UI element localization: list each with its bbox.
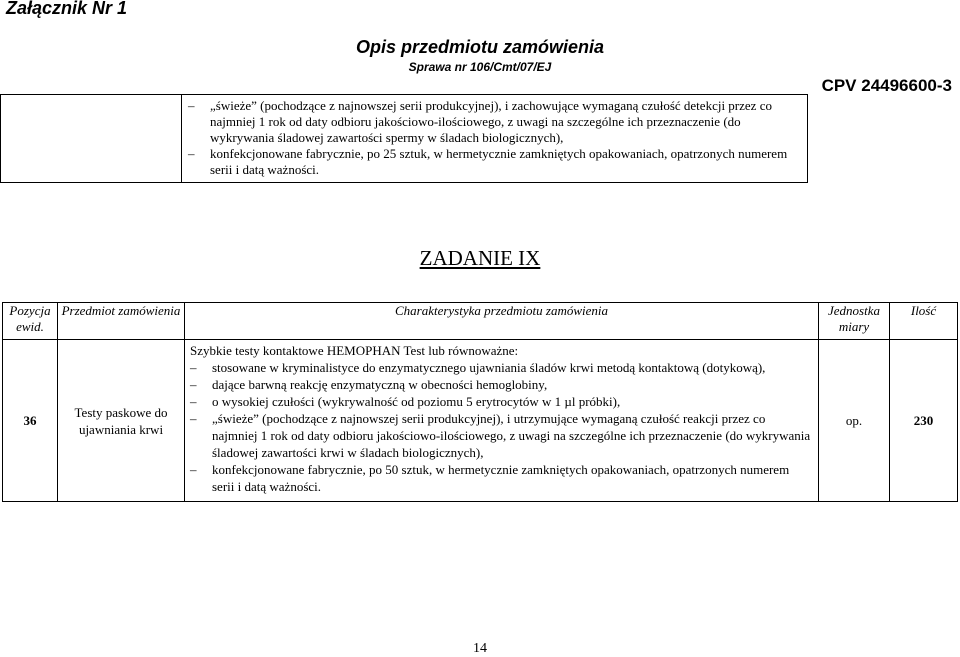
spec-item (190, 376, 813, 393)
table-header-row (3, 303, 958, 340)
spec-item (188, 98, 801, 146)
spec-item (190, 359, 813, 376)
header-characteristic: Charakterystyka przedmiotu zamówienia (185, 303, 819, 340)
document-title: Opis przedmiotu zamówienia (355, 37, 605, 57)
characteristic-intro: Szybkie testy kontaktowe HEMOPHAN Test lub równoważne: (190, 343, 519, 358)
cpv-code: CPV 24496600-3 (821, 76, 952, 95)
spec-item-text: konfekcjonowane fabrycznie, po 25 sztuk, w hermetycznie zamkniętych opakowaniach, opatrzonych numerem serii i datą ważności. (210, 146, 788, 177)
spec-item-text: o wysokiej czułości (wykrywalność od poziomu 5 erytrocytów w 1 µl próbki), (212, 394, 621, 409)
spec-item (190, 410, 813, 461)
case-reference: Sprawa nr 106/Cmt/07/EJ (408, 60, 552, 74)
dash-glyph: – (190, 360, 197, 375)
dash-glyph: – (190, 462, 197, 477)
spec-item (190, 461, 813, 495)
order-table (2, 302, 958, 502)
spec-item-text: dające barwną reakcję enzymatyczną w obecności hemoglobiny, (212, 377, 548, 392)
spec-item-text: stosowane w kryminalistyce do enzymatycznego ujawniania śladów krwi metodą kontaktową (dotykową), (212, 360, 766, 375)
dash-glyph: – (190, 394, 197, 409)
spec-item-text: „świeże” (pochodzące z najnowszej serii produkcyjnej), i utrzymujące wymaganą czułość reakcji przez co najmniej 1 rok od daty odbioru jakościowo-ilościowego, z uwagi na szczególne ich przeznaczenie (do wykrywania śladowej zawartości krwi w śladach biologicznych), (212, 411, 811, 460)
empty-cell (1, 95, 182, 183)
page-number: 14 (473, 641, 487, 656)
spec-item-text: konfekcjonowane fabrycznie, po 50 sztuk, w hermetycznie zamkniętych opakowaniach, opatrzonych numerem serii i datą ważności. (212, 462, 790, 494)
position-cell: 36 (3, 340, 58, 502)
continued-spec-cell (182, 95, 808, 183)
dash-glyph: – (190, 411, 197, 426)
quantity-cell: 230 (890, 340, 958, 502)
subject-cell: Testy paskowe do ujawniania krwi (58, 340, 185, 502)
header-subject: Przedmiot zamówienia (58, 303, 185, 340)
dash-glyph: – (188, 146, 195, 161)
spec-item-text: „świeże” (pochodzące z najnowszej serii produkcyjnej), i zachowujące wymaganą czułość detekcji przez co najmniej 1 rok od daty odbioru jakościowo-ilościowego, z uwagi na szczególne ich przeznaczenie (do wykrywania śladowej zawartości spermy w śladach biologicznych), (210, 98, 772, 145)
header-position: Pozycja ewid. (3, 303, 58, 340)
task-heading: ZADANIE IX (419, 246, 541, 270)
unit-cell: op. (819, 340, 890, 502)
header-unit: Jednostka miary (819, 303, 890, 340)
characteristic-cell (185, 340, 819, 502)
dash-glyph: – (188, 98, 195, 113)
spec-item (190, 393, 813, 410)
dash-glyph: – (190, 377, 197, 392)
spec-item (188, 146, 801, 178)
continued-spec-table (0, 94, 808, 183)
header-quantity: Ilość (890, 303, 958, 340)
table-row (3, 340, 958, 502)
annex-label: Załącznik Nr 1 (6, 0, 128, 18)
